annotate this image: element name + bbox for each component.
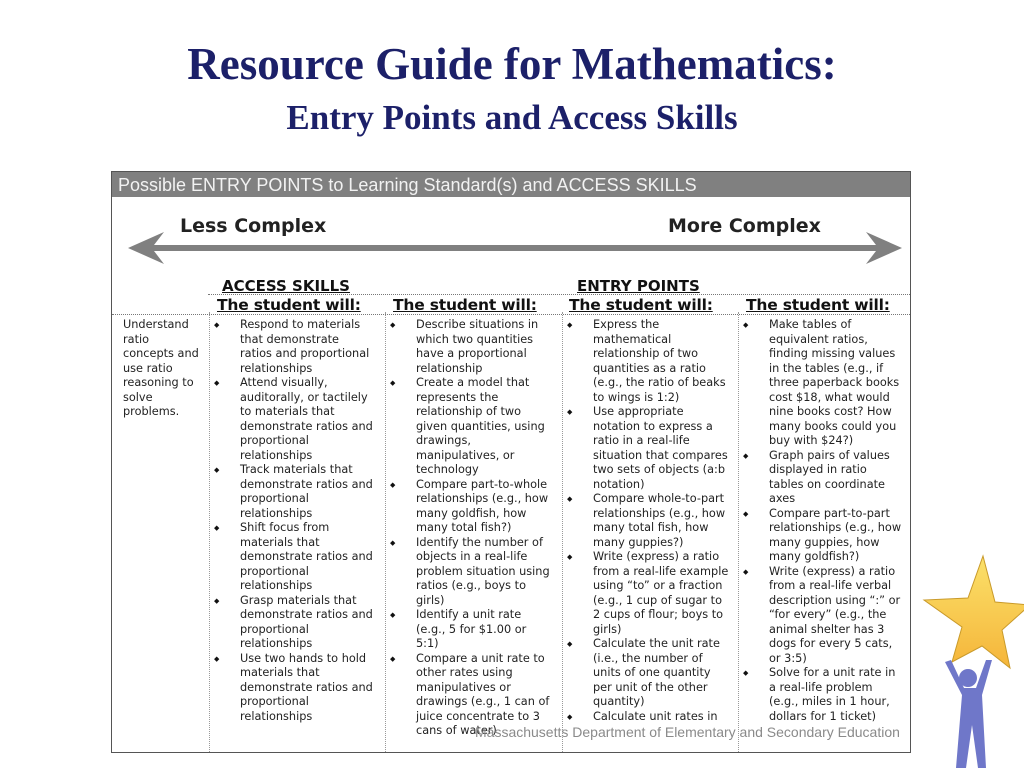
column-heading: The student will: — [569, 296, 713, 314]
entry-points-heading: ENTRY POINTS — [577, 277, 700, 295]
access-skills-column — [214, 318, 374, 724]
list-item: ◆ Respond to materials that demonstrate ratios and proportional relationships — [214, 318, 374, 376]
list-item: ◆ Create a model that represents the relationship of two given quantities, using drawings, manipulatives, or technology — [390, 376, 552, 478]
list-item: ◆ Identify the number of objects in a real-life problem situation using ratios (e.g., boys to girls) — [390, 536, 552, 609]
divider — [208, 294, 910, 295]
slide-title: Resource Guide for Mathematics: — [187, 39, 837, 89]
slide-subtitle: Entry Points and Access Skills — [286, 98, 738, 137]
list-item: ◆ Graph pairs of values displayed in ratio tables on coordinate axes — [743, 449, 903, 507]
star-person-icon — [920, 550, 1024, 768]
divider — [738, 312, 739, 752]
access-skills-heading: ACCESS SKILLS — [222, 277, 350, 295]
list-item: ◆ Shift focus from materials that demonstrate ratios and proportional relationships — [214, 521, 374, 594]
column-heading: The student will: — [746, 296, 890, 314]
list-item: ◆ Express the mathematical relationship of two quantities as a ratio (e.g., the ratio of beaks to wings is 1:2) — [567, 318, 729, 405]
footer-text: Massachusetts Department of Elementary and Secondary Education — [475, 724, 900, 740]
more-complex-label: More Complex — [668, 215, 821, 237]
list-item: ◆ Describe situations in which two quantities have a proportional relationship — [390, 318, 552, 376]
divider — [112, 314, 910, 315]
list-item: ◆ Use appropriate notation to express a ratio in a real-life situation that compares two sets of objects (a:b notation) — [567, 405, 729, 492]
column-heading: The student will: — [393, 296, 537, 314]
list-item: ◆ Write (express) a ratio from a real-life verbal description using “:” or “for every” (e.g., the animal shelter has 3 dogs for every 5 cats, or 3:5) — [743, 565, 903, 667]
entry-points-table-image — [111, 171, 911, 753]
table-header-bar: Possible ENTRY POINTS to Learning Standard(s) and ACCESS SKILLS — [112, 172, 910, 197]
double-arrow-icon — [128, 232, 902, 264]
divider — [562, 312, 563, 752]
list-item: ◆ Identify a unit rate (e.g., 5 for $1.00 or 5:1) — [390, 608, 552, 652]
list-item: ◆ Solve for a unit rate in a real-life problem (e.g., miles in 1 hour, dollars for 1 ticket) — [743, 666, 903, 724]
list-item: ◆ Compare part-to-whole relationships (e.g., how many goldfish, how many total fish?) — [390, 478, 552, 536]
list-item: ◆ Use two hands to hold materials that demonstrate ratios and proportional relationships — [214, 652, 374, 725]
column-heading: The student will: — [217, 296, 361, 314]
list-item: ◆ Attend visually, auditorally, or tactilely to materials that demonstrate ratios and proportional relationships — [214, 376, 374, 463]
less-complex-label: Less Complex — [180, 215, 327, 237]
divider — [385, 312, 386, 752]
standard-text: Understand ratio concepts and use ratio reasoning to solve problems. — [123, 318, 199, 418]
list-item: ◆ Compare whole-to-part relationships (e.g., how many total fish, how many guppies?) — [567, 492, 729, 550]
entry-points-column-2 — [567, 318, 729, 724]
divider — [209, 312, 210, 752]
entry-points-column-1 — [390, 318, 552, 739]
list-item: ◆ Calculate the unit rate (i.e., the number of units of one quantity per unit of the other quantity) — [567, 637, 729, 710]
entry-points-column-3 — [743, 318, 903, 724]
list-item: ◆ Calculate unit rates in — [567, 710, 729, 725]
list-item: ◆ Write (express) a ratio from a real-life example using “to” or a fraction (e.g., 1 cup of sugar to 2 cups of flour; boys to girls) — [567, 550, 729, 637]
list-item: ◆ Grasp materials that demonstrate ratios and proportional relationships — [214, 594, 374, 652]
list-item: ◆ Compare a unit rate to other rates using manipulatives or drawings (e.g., 1 can of juice concentrate to 3 cans of water) — [390, 652, 552, 739]
list-item: ◆ Track materials that demonstrate ratios and proportional relationships — [214, 463, 374, 521]
list-item: ◆ Make tables of equivalent ratios, finding missing values in the tables (e.g., if three paperback books cost $18, what would nine books cost? How many books could you buy with $24?) — [743, 318, 903, 449]
list-item: ◆ Compare part-to-part relationships (e.g., how many guppies, how many goldfish?) — [743, 507, 903, 565]
